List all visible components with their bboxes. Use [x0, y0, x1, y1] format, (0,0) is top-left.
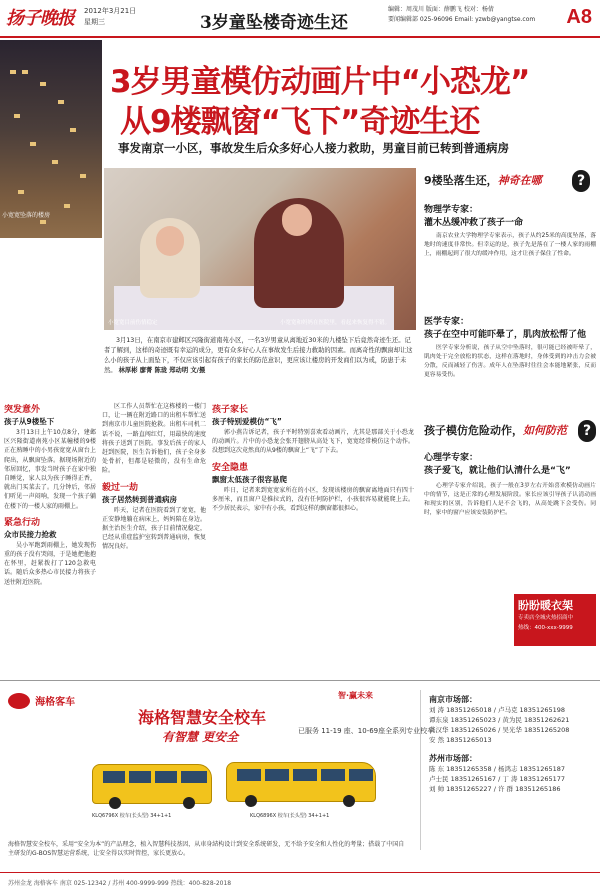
- higer-logo: [8, 690, 90, 714]
- building-photo: [0, 40, 102, 238]
- question-mark-icon: ?: [572, 170, 590, 192]
- expert-claim: 灌木丛缓冲救了孩子一命: [424, 218, 524, 228]
- dealer-contacts: [420, 690, 596, 850]
- masthead: [0, 0, 600, 38]
- expert-label: 医学专家：: [424, 317, 470, 327]
- contact-row: 谭东泉 18351265023 / 黄为民 18351262621: [429, 716, 570, 724]
- date-block: [84, 6, 136, 28]
- expert-claim: 孩子爱飞，就让他们认清什么是“飞”: [424, 466, 571, 476]
- issue-weekday: 星期三: [84, 18, 105, 26]
- expert-physics: [424, 202, 596, 228]
- banner-prefix: 9楼坠落生还，: [424, 174, 498, 187]
- section-subhead: 孩子从9楼坠下: [4, 417, 55, 426]
- contact-row: 陈 东 18351265358 / 杨鸿志 18351265187: [429, 765, 566, 773]
- page-footer: 苏州金龙 海格客车 南京 025-12342 / 苏州 400-9999-999 热线：400-828-2018: [0, 872, 600, 891]
- contact-row: 刘 帅 18351265227 / 许 群 18351265186: [429, 785, 561, 793]
- section-subhead: 飘窗太低孩子很容易爬: [212, 474, 287, 484]
- brand-name: 海格客车: [35, 697, 76, 708]
- ad-line: 专卖店全城火热招商中: [518, 615, 574, 621]
- ad-slogan: 智·赢未来: [338, 691, 374, 700]
- city-heading: 苏州市场部：: [429, 754, 477, 763]
- expert-medical: [424, 314, 596, 340]
- expert-label: 物理学专家：: [424, 205, 479, 215]
- subheadline: 事发南京一小区，事故发生后众多好心人接力救助，男童目前已转到普通病房: [118, 141, 509, 155]
- issue-date: 2012年3月21日: [84, 7, 137, 15]
- contact-row: 卢士民 18351265167 / 丁 涛 18351265177: [429, 775, 566, 783]
- article-column-3: [212, 402, 414, 678]
- school-bus-image: [226, 762, 376, 802]
- byline: 林厚彬 廖菁 陈珑 郑动明 文/摄: [118, 367, 206, 374]
- ad-footnote: 海格智慧安全校车，采用“安全为本”的产品理念，植入智慧科技基因，从車身結构设计到安全系统研发，无不给予安全和人性化的考量；搭载了中国自主研发的G-BOS智慧运营系统，让安全得以实时管控，家长更放心。: [8, 841, 405, 857]
- question-mark-icon: ?: [578, 420, 596, 442]
- banner-emphasis: 神奇在哪: [497, 174, 542, 187]
- school-bus-image: [92, 764, 212, 804]
- section-head: 孩子家长: [212, 405, 249, 415]
- staff-line-2: 要闻编辑部 025-96096 Email: yzwb@yangtse.com: [388, 16, 536, 23]
- expert-physics-text: [424, 232, 596, 306]
- section-text: 昨天，记者在医院看到了宽宽，他正安静地躺在病床上，妈妈陪在身边。据主治医生介绍，孩子目前情况稳定，已经从重症监护室转到普通病房，恢复情况良好。: [102, 506, 206, 551]
- city-heading: 南京市场部：: [429, 695, 477, 704]
- banner-emphasis: 如何防范: [523, 424, 567, 437]
- expert-psychology-text: [424, 482, 596, 592]
- staff-credits: [388, 5, 558, 25]
- expert-psychology: [424, 450, 596, 476]
- higer-emblem-icon: [8, 693, 30, 709]
- article-column-2: [102, 402, 206, 678]
- ad-phone: 热线：400-xxx-9999: [518, 625, 573, 631]
- section-text: 郭小燕告诉记者，孩子平时特别喜欢看动画片，尤其是那部关于小恐龙的动画片。片中的小恐龙会张开翅膀从高处飞下，宽宽经常模仿这个动作。没想到这次竟然真的从9楼的飘窗上“飞”了下去。: [212, 429, 414, 455]
- masthead-headline: 3岁童坠楼奇迹生还: [200, 13, 348, 33]
- contact-row: 安 然 18351265013: [429, 736, 492, 744]
- section-head: 紧急行动: [4, 517, 41, 528]
- section-text: 3月13日上午10点8分，建邺区兴隆街道南苑小区某幢楼的9楼正在熟睡中的小男孩宽宽从窗台上爬出，从飘窗坠落。据现场附近的邻居回忆，事发当时孩子在家中独自睡觉，家人以为孩子睡得正香，就出门买菜去了。几分钟后，邻居们听见一声闷响，发现一个孩子躺在楼下的一楼人家的雨棚上。: [4, 429, 96, 510]
- headline-line-2: 从9楼飘窗“飞下”奇迹生还: [120, 104, 480, 140]
- ad-subtitle: 已服务 11-19 座、10-69座全系列专业校车: [298, 727, 435, 735]
- section-subhead: 众市民接力抢救: [4, 529, 57, 539]
- expert-medical-text: [424, 344, 596, 412]
- contact-row: 龚汉华 18351265026 / 吴光华 18351265208: [429, 726, 570, 734]
- section-head: 突发意外: [4, 405, 41, 415]
- staff-line-1: 编辑：周茂川 版面：薛鹏飞 校对：杨倩: [388, 6, 494, 13]
- expert-text: 心理学专家介绍说，孩子一般在3岁左右开始喜欢模仿动画片中的情节，这是正常的心理发展阶段。家长应该引导孩子认清动画和现实的区别，告诉他们人是不会飞的，从高处跳下会受伤。同时，家中的窗户应该安装防护栏。: [424, 483, 596, 516]
- section-head: 毅过一劫: [102, 482, 139, 493]
- ad-headline: 盼盼暖衣架: [518, 599, 573, 612]
- banner-mystery: [418, 166, 600, 194]
- expert-text: 南京农业大学物理学专家表示，孩子从约25米的高度坠落，落地时的速度非常快。但幸运的是，孩子先是落在了一楼人家的雨棚上，雨棚起到了很大的缓冲作用，这才让孩子保住了性命。: [424, 233, 596, 257]
- expert-text: 医学专家分析说，孩子从空中坠落时，很可能已经被吓晕了，肌肉处于完全放松的状态，这样在落地时，身体受到的冲击力会被分散，反而减轻了伤害。成年人在坠落时往往会本能地紧张，反而更容易受伤。: [424, 345, 596, 378]
- building-photo-caption: 小宽宽坠落的楼房: [2, 212, 51, 219]
- section-subhead: 孩子特别爱模仿“飞”: [212, 417, 282, 426]
- bus-model-label: KLQ6796X 校车(长头型) 34+1+1: [92, 813, 172, 819]
- section-text: 区工作人员帮忙在这栋楼的一楼门口，让一辆在附近路口的出租车帮忙送到南京市儿童医院抢救。出租车司机二话不说，一路直闯红灯，用最快的速度将孩子送到了医院。事发后孩子的家人赶到医院，医生告诉他们，孩子全身多处骨折，但都是轻微的，没有生命危险。: [102, 403, 206, 475]
- section-text: 吴小军跑到雨棚上，她发现伤重的孩子没有哭闹，于是她把他抱在怀里，赶紧拨打了120急救电话。随后众多热心市民接力将孩子送往附近医院。: [4, 541, 96, 586]
- lead-text: 3月13日，在南京市建邺区兴隆街道南苑小区，一名3岁男童从离地近30米的九楼坠下后竟然奇迹生还。记者了解到，这样的奇迹既有幸运的成分，更有众多好心人在事故发生后接力救助的因素。而离奇性的飘窗却让这么小的孩子从上面坠下，不仅应该引起有孩子的家长的防范意识，更应该让楼房的开发商们以为戒，防患于未然。: [104, 337, 413, 374]
- lead-paragraph: [104, 336, 416, 376]
- banner-prevention: [418, 416, 600, 444]
- photo-caption-right: 小宽宽和妈妈在医院里，看起来恢复得不错。: [280, 320, 391, 326]
- section-subhead: 孩子居然转到普通病房: [102, 494, 177, 504]
- page-number: A8: [566, 6, 592, 28]
- banner-prefix: 孩子模仿危险动作，: [424, 424, 523, 437]
- ad-handwritten-slogan: 有智慧 更安全: [162, 730, 239, 744]
- section-text: 昨日，记者来到宽宽家所在的小区，发现该楼房的飘窗离地面只有四十多厘米，而且窗户是推拉式的，没有任何防护栏，小孩很容易就能爬上去。不少居民表示，家中有小孩，看到这样的飘窗都很担心。: [212, 486, 414, 513]
- bus-model-label: KLQ6896X 校车(长头型) 34+1+1: [250, 813, 330, 819]
- photo-caption-left: 小宽宽目前伤情稳定: [108, 320, 158, 326]
- expert-label: 心理学专家：: [424, 453, 479, 463]
- article-column-1: [4, 402, 96, 678]
- section-head: 安全隐患: [212, 462, 249, 473]
- expert-claim: 孩子在空中可能吓晕了，肌肉放松帮了他: [424, 330, 587, 340]
- ad-title: 海格智慧安全校车: [138, 708, 267, 727]
- hospital-photo: [104, 168, 416, 330]
- newspaper-logo: 扬子晚报: [6, 8, 74, 29]
- contact-row: 刘 涛 18351265018 / 卢马克 18351265198: [429, 706, 566, 714]
- headline-line-1: 3岁男童模仿动画片中“小恐龙”: [110, 64, 530, 100]
- clothes-rack-ad[interactable]: [514, 594, 596, 646]
